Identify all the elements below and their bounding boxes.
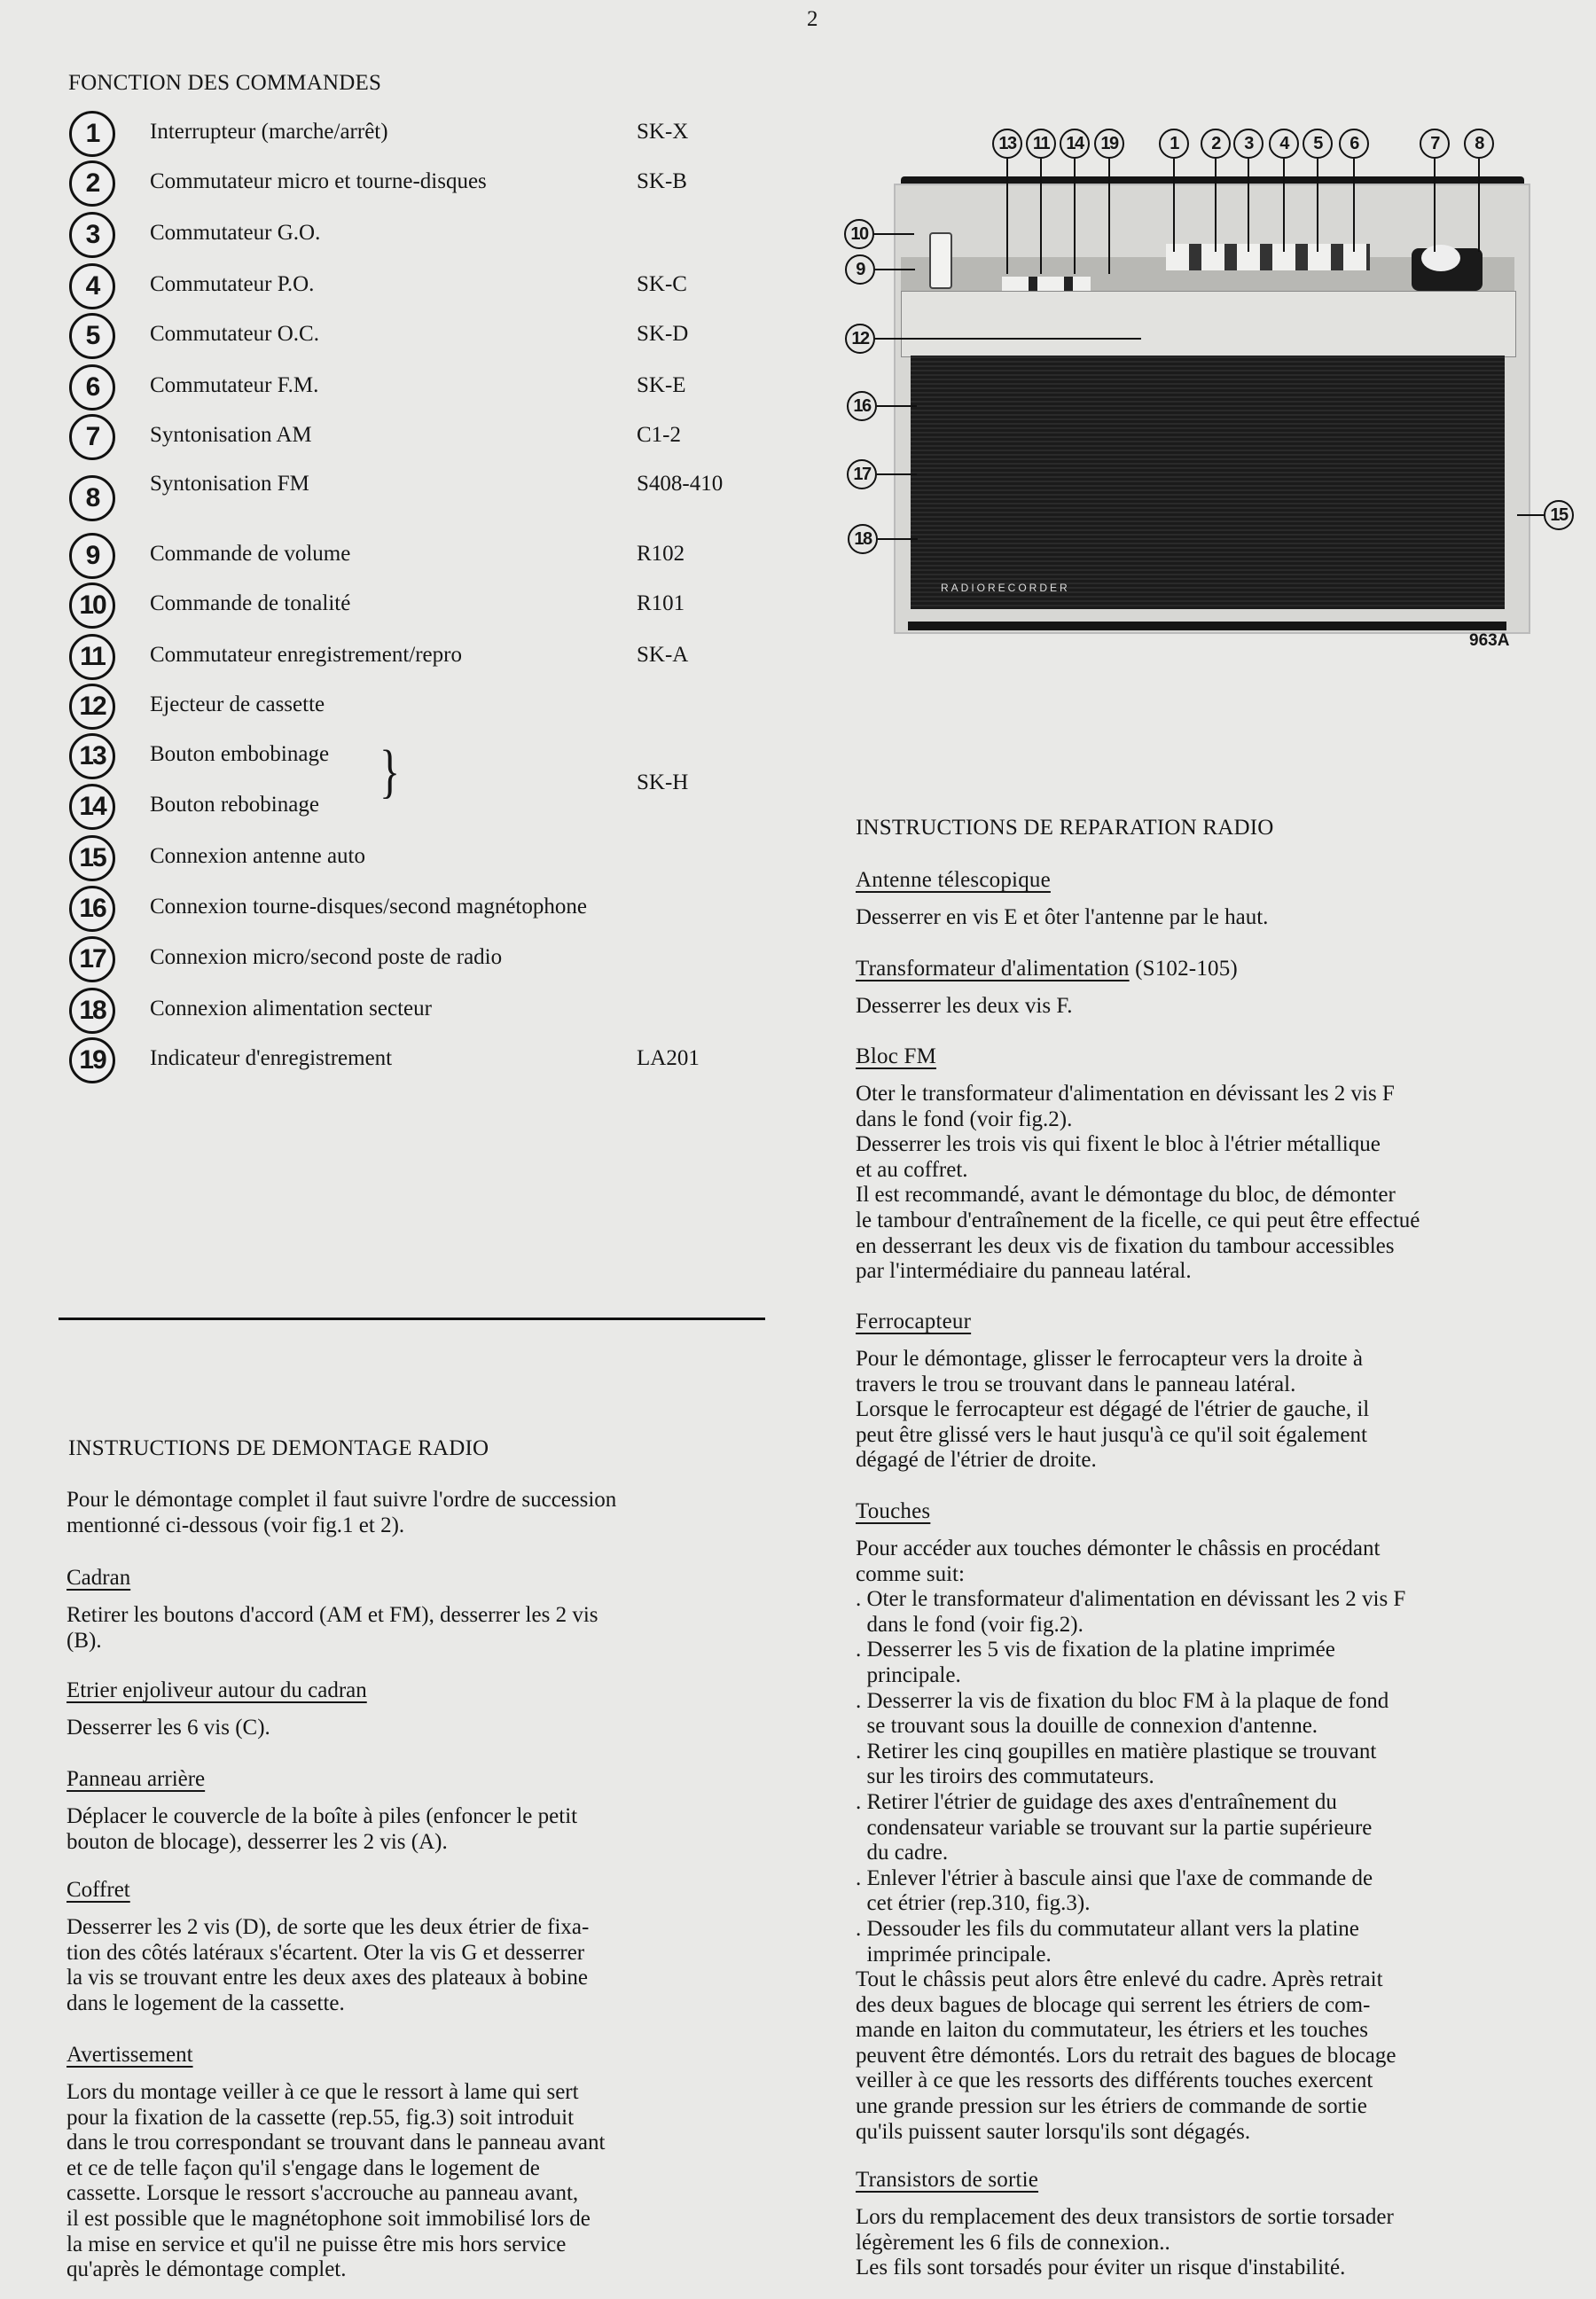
control-number-badge: 14 [69,784,115,830]
section-heading-row [856,1499,930,1524]
control-code: C1-2 [637,422,681,447]
callout-leader [1517,514,1544,516]
control-number-badge: 7 [69,414,115,460]
callout-leader [1434,159,1436,252]
section-body: Desserrer les 2 vis (D), de sorte que les deux étrier de fixa- tion des côtés latéraux s'écartent. Oter la vis G et desserrer la vis se trouvant entre les deux axes des plateaux à bobine dans le logement de la cassette. [66,1915,590,2015]
callout-leader [878,538,918,540]
section-body: Desserrer en vis E et ôter l'antenne par le haut. [856,905,1269,929]
control-code: S408-410 [637,472,724,497]
section-heading-row [856,2168,1038,2193]
control-number-badge: 10 [69,583,115,629]
control-number-badge: 19 [69,1037,115,1083]
section-heading: Transformateur d'alimentation [856,957,1130,981]
control-label: Syntonisation FM [150,472,309,497]
control-number-badge: 11 [69,634,115,680]
callout-9: 9 [845,254,875,285]
callout-16: 16 [847,391,877,421]
callout-11: 11 [1026,129,1056,159]
callout-17: 17 [847,459,877,489]
control-label: Connexion antenne auto [150,843,365,868]
control-number-badge: 3 [69,212,115,258]
control-number-badge: 12 [69,684,115,730]
callout-3: 3 [1233,129,1264,159]
controls-title: FONCTION DES COMMANDES [68,71,382,95]
callout-1: 1 [1159,129,1189,159]
section-heading: Cadran [66,1566,131,1590]
callout-leader [1478,159,1480,252]
section-heading: Avertissement [66,2043,193,2067]
control-number-badge: 6 [69,364,115,411]
section-heading-row [856,1310,971,1334]
control-item [69,886,778,935]
control-number-badge: 15 [69,835,115,881]
section-heading: Coffret [66,1878,130,1902]
control-number-badge: 16 [69,886,115,932]
callout-leader [1283,159,1285,252]
control-code: SK-D [637,321,689,346]
callout-15: 15 [1544,500,1574,530]
section-body: Desserrer les 6 vis (C). [66,1716,270,1740]
control-label: Indicateur d'enregistrement [150,1045,393,1070]
front-panel [901,291,1516,357]
control-label: Connexion micro/second poste de radio [150,944,503,969]
control-label: Ejecteur de cassette [150,692,325,717]
callout-19: 19 [1094,129,1124,159]
tone-knob [929,232,952,289]
control-item [69,988,778,1037]
control-code: SK-E [637,372,686,397]
demontage-title: INSTRUCTIONS DE DEMONTAGE RADIO [68,1436,489,1460]
section-body: Lors du montage veiller à ce que le ressort à lame qui sert pour la fixation de la cassette (rep.55, fig.3) soit introduit dans le trou correspondant se trouvant dans le panneau avant et ce de telle façon qu'il s'engage dans le logement de cassette. Lorsque le ressort s'accrouche au panneau avant, il est possible que le magnétophone soit immobilisé lors de la mise en service et qu'il ne puisse être mis hors service qu'après le démontage complet. [66,2080,606,2282]
section-heading-ref: (S102-105) [1129,957,1238,981]
radio-bottom-bar [908,622,1506,630]
control-code: SK-A [637,642,689,667]
control-item [69,684,778,733]
group-code: SK-H [637,770,689,794]
control-label: Commutateur micro et tourne-disques [150,168,487,193]
control-code: SK-B [637,168,687,193]
control-number-badge: 8 [69,475,115,521]
callout-13: 13 [992,129,1022,159]
control-label: Commande de volume [150,541,351,566]
callout-leader [1006,159,1008,274]
control-code: SK-C [637,271,687,296]
control-number-badge: 9 [69,533,115,579]
section-body: Déplacer le couvercle de la boîte à piles (enfoncer le petit bouton de blocage), desserrer les 2 vis (A). [66,1804,578,1854]
callout-leader [1317,159,1318,252]
control-code: R101 [637,591,685,616]
callout-leader [1215,159,1217,252]
control-item [69,835,778,885]
control-code: SK-X [637,119,689,144]
callout-14: 14 [1060,129,1090,159]
control-code: R102 [637,541,685,566]
callout-7: 7 [1420,129,1450,159]
section-heading: Ferrocapteur [856,1310,972,1333]
control-label: Bouton rebobinage [150,792,319,817]
callout-leader [875,338,1141,340]
control-number-badge: 18 [69,988,115,1034]
control-number-badge: 13 [69,733,115,779]
section-heading-row [856,957,1238,981]
brand-label: RADIORECORDER [941,582,1070,594]
control-label: Bouton embobinage [150,742,330,767]
section-body: Retirer les boutons d'accord (AM et FM), desserrer les 2 vis (B). [66,1603,598,1653]
section-heading: Touches [856,1499,931,1523]
control-label: Syntonisation AM [150,422,312,447]
callout-8: 8 [1464,129,1494,159]
section-heading: Antenne télescopique [856,868,1051,892]
control-code: LA201 [637,1045,700,1070]
callout-leader [877,473,917,475]
page-number: 2 [807,7,818,31]
control-label: Interrupteur (marche/arrêt) [150,119,388,144]
control-label: Connexion tourne-disques/second magnétophone [150,895,587,919]
demontage-intro: Pour le démontage complet il faut suivre l'ordre de succession mentionné ci-dessous (voir fig.1 et 2). [66,1488,617,1537]
section-heading: Transistors de sortie [856,2168,1039,2192]
callout-leader [875,269,915,270]
section-body: Pour accéder aux touches démonter le châssis en procédant comme suit: . Oter le transformateur d'alimentation en dévissant les 2 vis F dans le fond (voir fig.2). . Desserrer les 5 vis de fixation de la platine imprimée principale. . Desserrer la vis de fixation du bloc FM à la plaque de fond se trouvant sous la douille de connexion d'antenne. . Retirer les cinq goupilles en matière plastique se trouvant sur les tiroirs des commutateurs. . Retirer l'étrier de guidage des axes d'entraînement du condensateur variable se trouvant sur la partie supérieure du cadre. . Enlever l'étrier à bascule ainsi que l'axe de commande de cet étrier (rep.310, fig.3). . Dessouder les fils du commutateur allant vers la platine imprimée principale. Tout le châssis peut alors être enlevé du cadre. Après retrait des deux bagues de blocage qui serrent les étriers de com- mande en laiton du commutateur, les étriers et les touches peuvent être démontés. Lors du retrait des bagues de blocage veiller à ce que les ressorts des différents touches exercent une grande pression sur les étriers de commande de sortie qu'ils puissent sauter lorsqu'ils sont dégagés. [856,1537,1406,2144]
callout-leader [877,405,917,407]
control-number-badge: 4 [69,263,115,309]
speaker-grille [911,356,1505,609]
control-label: Commutateur enregistrement/repro [150,642,462,667]
section-heading: Etrier enjoliveur autour du cadran [66,1678,367,1702]
callout-12: 12 [845,324,875,354]
callout-leader [1108,159,1110,274]
callout-5: 5 [1303,129,1333,159]
control-number-badge: 2 [69,160,115,207]
callout-leader [1040,159,1042,274]
divider [59,1318,765,1320]
control-item [69,936,778,986]
control-label: Commande de tonalité [150,591,351,616]
callout-4: 4 [1269,129,1299,159]
control-label: Connexion alimentation secteur [150,996,432,1020]
callout-10: 10 [844,219,874,249]
control-number-badge: 1 [69,111,115,157]
control-label: Commutateur O.C. [150,321,319,346]
control-item [69,1037,778,1087]
section-heading: Panneau arrière [66,1767,206,1791]
callout-6: 6 [1339,129,1369,159]
callout-2: 2 [1201,129,1231,159]
section-body: Pour le démontage, glisser le ferrocapteur vers la droite à travers le trou se trouvant dans le panneau latéral. Lorsque le ferrocapteur est dégagé de l'étrier de gauche, il peut être glissé vers le haut jusqu'à ce qu'il soit également dégagé de l'étrier de droite. [856,1347,1370,1473]
group-bracket: } [379,739,401,805]
section-heading: Bloc FM [856,1044,936,1068]
callout-leader [1074,159,1076,274]
control-label: Commutateur P.O. [150,271,315,296]
control-number-badge: 17 [69,936,115,982]
callout-leader [1353,159,1355,252]
section-body: Oter le transformateur d'alimentation en dévissant les 2 vis F dans le fond (voir fig.2). Desserrer les trois vis qui fixent le bloc à l'étrier métallique et au coffret. Il est recommandé, avant le démontage du bloc, de démonter le tambour d'entraînement de la ficelle, ce qui peut être effectué en desserrant les deux vis de fixation du tambour accessibles par l'intermédiaire du panneau latéral. [856,1082,1420,1284]
section-heading-row [856,1044,936,1069]
tuning-dial [1421,245,1460,271]
reparation-title: INSTRUCTIONS DE REPARATION RADIO [856,816,1274,840]
callout-leader [1173,159,1175,252]
figure-id: 963A [1469,631,1510,650]
radio-figure [0,0,1596,674]
callout-18: 18 [848,524,878,554]
function-keys [1166,244,1370,270]
callout-leader [874,233,914,235]
section-body: Lors du remplacement des deux transistors de sortie torsader légèrement les 6 fils de connexion.. Les fils sont torsadés pour éviter un risque d'instabilité. [856,2205,1394,2280]
control-label: Commutateur F.M. [150,372,319,397]
callout-leader [1248,159,1249,252]
control-number-badge: 5 [69,313,115,359]
section-heading-row [856,868,1051,893]
control-label: Commutateur G.O. [150,220,321,245]
section-body: Desserrer les deux vis F. [856,994,1073,1018]
